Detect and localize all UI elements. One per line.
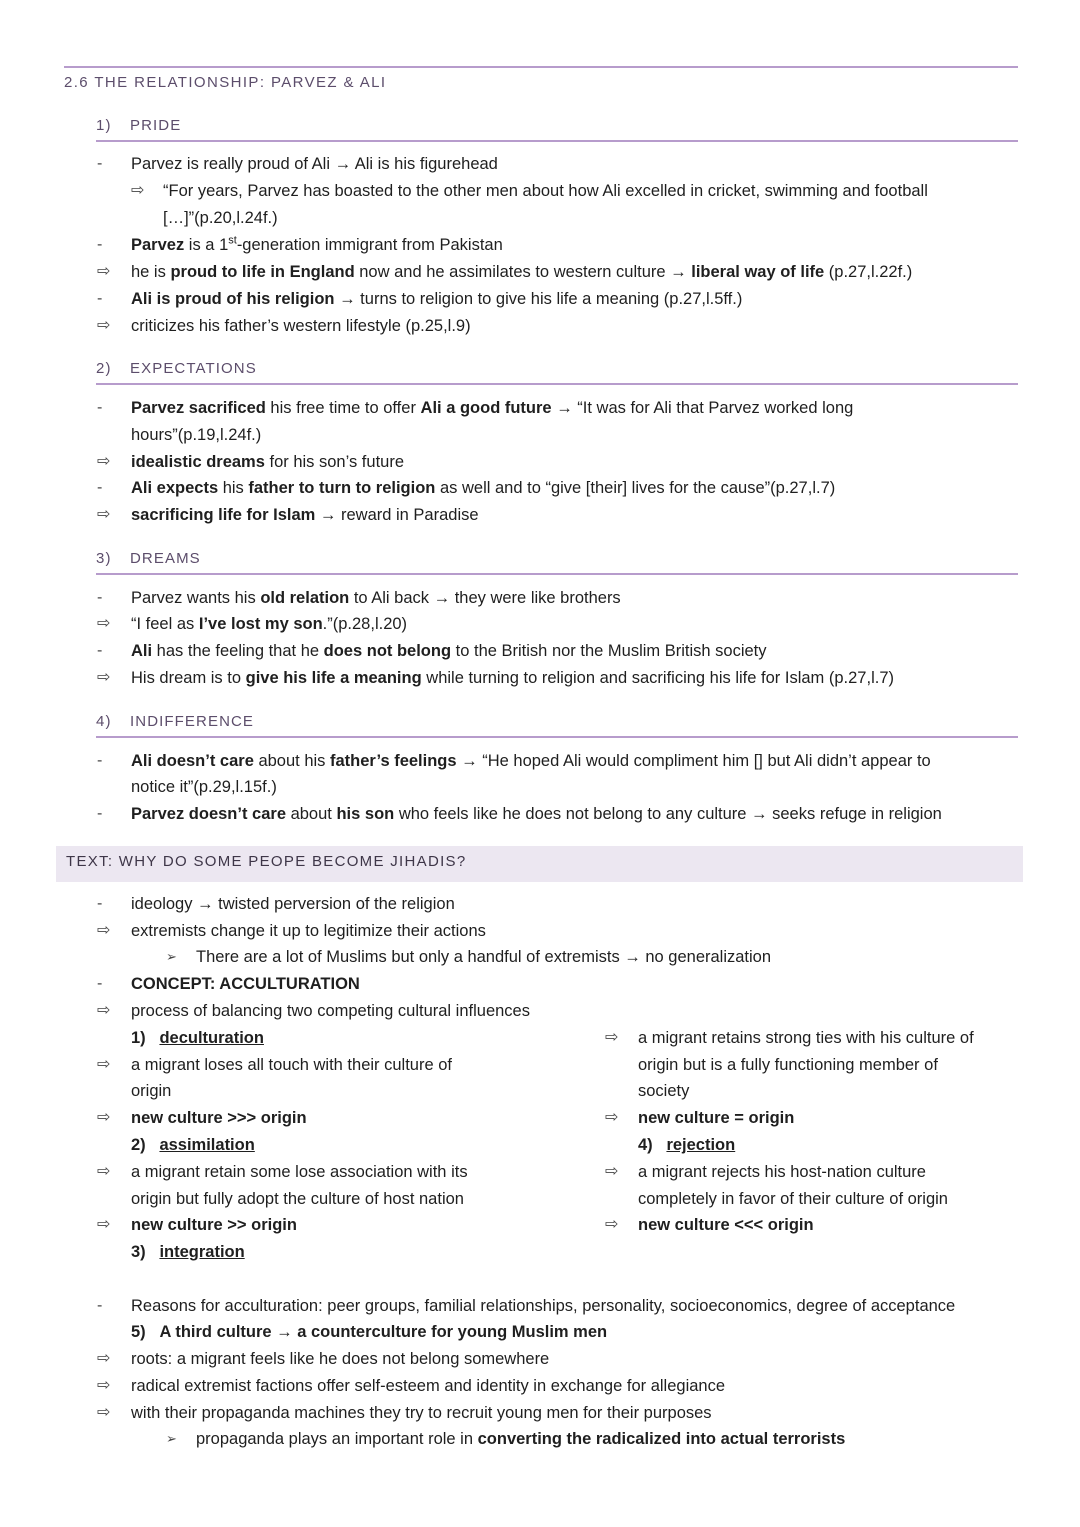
arrow-marker: ⇨ [97, 669, 111, 686]
bullet-line: origin but is a fully functioning member of [638, 1056, 938, 1074]
arrow-marker: ⇨ [131, 182, 145, 199]
dash-marker: - [97, 589, 103, 606]
section-heading-expectations [96, 360, 1018, 385]
dash-marker: - [97, 975, 103, 992]
acculturation-type-deculturation: 1) deculturation [131, 1029, 264, 1047]
third-culture-title: 5) A third culture → a counterculture for young Muslim men [131, 1323, 608, 1341]
dash-marker: - [97, 642, 103, 659]
arrow-marker: ⇨ [97, 1109, 111, 1126]
arrow-marker: ⇨ [97, 1216, 111, 1233]
arrow-marker: ⇨ [97, 1404, 111, 1421]
arrow-marker: ⇨ [97, 506, 111, 523]
bullet-line: idealistic dreams for his son’s future [131, 453, 405, 471]
bullet-line: Parvez wants his old relation to Ali back → they were like brothers [131, 589, 621, 607]
arrow-marker: ⇨ [97, 1056, 111, 1073]
section-title: DREAMS [130, 550, 201, 567]
arrow-marker: ⇨ [97, 1163, 111, 1180]
section-number: 3) [96, 550, 112, 567]
quote-line: “For years, Parvez has boasted to the other men about how Ali excelled in cricket, swimming and football [163, 182, 928, 200]
bullet-line: a migrant retain some lose association with its [131, 1163, 468, 1181]
dash-marker: - [97, 290, 103, 307]
arrow-marker: ⇨ [97, 922, 111, 939]
chevron-marker: ➢ [166, 1431, 177, 1446]
bullet-line: a migrant retains strong ties with his culture of [638, 1029, 974, 1047]
bullet-line: His dream is to give his life a meaning while turning to religion and sacrificing his life for Islam (p.27,l.7) [131, 669, 894, 687]
arrow-marker: ⇨ [97, 615, 111, 632]
bullet-line: Reasons for acculturation: peer groups, familial relationships, personality, socioeconomics, degree of acceptance [131, 1297, 956, 1315]
dash-marker: - [97, 155, 103, 172]
section-title: EXPECTATIONS [130, 360, 257, 377]
bullet-line: “I feel as I’ve lost my son.”(p.28,l.20) [131, 615, 408, 633]
bullet-line: radical extremist factions offer self-esteem and identity in exchange for allegiance [131, 1377, 726, 1395]
sub-bullet-line: propaganda plays an important role in converting the radicalized into actual terrorists [196, 1430, 846, 1448]
dash-marker: - [97, 752, 103, 769]
bullet-line: society [638, 1082, 690, 1100]
bullet-line: Ali doesn’t care about his father’s feelings → “He hoped Ali would compliment him [] but Ali didn’t appear to [131, 752, 931, 770]
text-section-heading: TEXT: WHY DO SOME PEOPE BECOME JIHADIS? [56, 846, 1023, 882]
bullet-line: new culture >>> origin [131, 1109, 307, 1127]
bullet-line: extremists change it up to legitimize their actions [131, 922, 486, 940]
arrow-marker: ⇨ [97, 317, 111, 334]
section-number: 1) [96, 117, 112, 134]
bullet-line: Parvez sacrificed his free time to offer Ali a good future → “It was for Ali that Parvez worked long [131, 399, 854, 417]
bullet-line: Ali is proud of his religion → turns to religion to give his life a meaning (p.27,l.5ff.) [131, 290, 743, 308]
page-title: 2.6 THE RELATIONSHIP: PARVEZ & ALI [64, 66, 1018, 91]
sub-bullet-line: There are a lot of Muslims but only a handful of extremists → no generalization [196, 948, 772, 966]
arrow-marker: ⇨ [97, 453, 111, 470]
bullet-line: completely in favor of their culture of origin [638, 1190, 948, 1208]
acculturation-type-integration: 3) integration [131, 1243, 245, 1261]
arrow-marker: ⇨ [605, 1216, 619, 1233]
bullet-line: Parvez is really proud of Ali → Ali is his figurehead [131, 155, 498, 173]
bullet-line: new culture >> origin [131, 1216, 297, 1234]
bullet-line: Ali expects his father to turn to religion as well and to “give [their] lives for the cause”(p.27,l.7) [131, 479, 836, 497]
bullet-line: Ali has the feeling that he does not belong to the British nor the Muslim British society [131, 642, 767, 660]
section-title: PRIDE [130, 117, 182, 134]
bullet-line: Parvez doesn’t care about his son who feels like he does not belong to any culture → seeks refuge in religion [131, 805, 942, 823]
bullet-line: new culture = origin [638, 1109, 795, 1127]
arrow-marker: ⇨ [97, 1377, 111, 1394]
bullet-line: hours”(p.19,l.24f.) [131, 426, 262, 444]
arrow-marker: ⇨ [605, 1029, 619, 1046]
bullet-line: origin but fully adopt the culture of host nation [131, 1190, 464, 1208]
section-number: 4) [96, 713, 112, 730]
acculturation-type-rejection: 4) rejection [638, 1136, 736, 1154]
dash-marker: - [97, 895, 103, 912]
bullet-line: new culture <<< origin [638, 1216, 814, 1234]
chevron-marker: ➢ [166, 949, 177, 964]
arrow-marker: ⇨ [605, 1109, 619, 1126]
dash-marker: - [97, 399, 103, 416]
dash-marker: - [97, 805, 103, 822]
quote-line: […]”(p.20,l.24f.) [163, 209, 278, 227]
bullet-line: roots: a migrant feels like he does not belong somewhere [131, 1350, 550, 1368]
arrow-marker: ⇨ [605, 1163, 619, 1180]
bullet-line: a migrant rejects his host-nation culture [638, 1163, 926, 1181]
dash-marker: - [97, 236, 103, 253]
arrow-marker: ⇨ [97, 1350, 111, 1367]
concept-title: CONCEPT: ACCULTURATION [131, 975, 360, 993]
section-heading-pride [96, 117, 1018, 142]
bullet-line: with their propaganda machines they try to recruit young men for their purposes [131, 1404, 712, 1422]
acculturation-type-assimilation: 2) assimilation [131, 1136, 255, 1154]
dash-marker: - [97, 479, 103, 496]
arrow-marker: ⇨ [97, 263, 111, 280]
bullet-line: ideology → twisted perversion of the religion [131, 895, 455, 913]
section-title: INDIFFERENCE [130, 713, 255, 730]
bullet-line: he is proud to life in England now and he assimilates to western culture → liberal way of life (p.27,l.22f.) [131, 263, 913, 281]
bullet-line: sacrificing life for Islam → reward in Paradise [131, 506, 479, 524]
bullet-line: notice it”(p.29,l.15f.) [131, 778, 277, 796]
section-heading-dreams [96, 550, 1018, 575]
section-heading-indifference [96, 713, 1018, 738]
bullet-line: origin [131, 1082, 172, 1100]
bullet-line: criticizes his father’s western lifestyle (p.25,l.9) [131, 317, 471, 335]
bullet-line: a migrant loses all touch with their culture of [131, 1056, 452, 1074]
section-number: 2) [96, 360, 112, 377]
bullet-line: process of balancing two competing cultural influences [131, 1002, 530, 1020]
bullet-line: Parvez is a 1st-generation immigrant from Pakistan [131, 234, 503, 254]
arrow-marker: ⇨ [97, 1002, 111, 1019]
dash-marker: - [97, 1297, 103, 1314]
